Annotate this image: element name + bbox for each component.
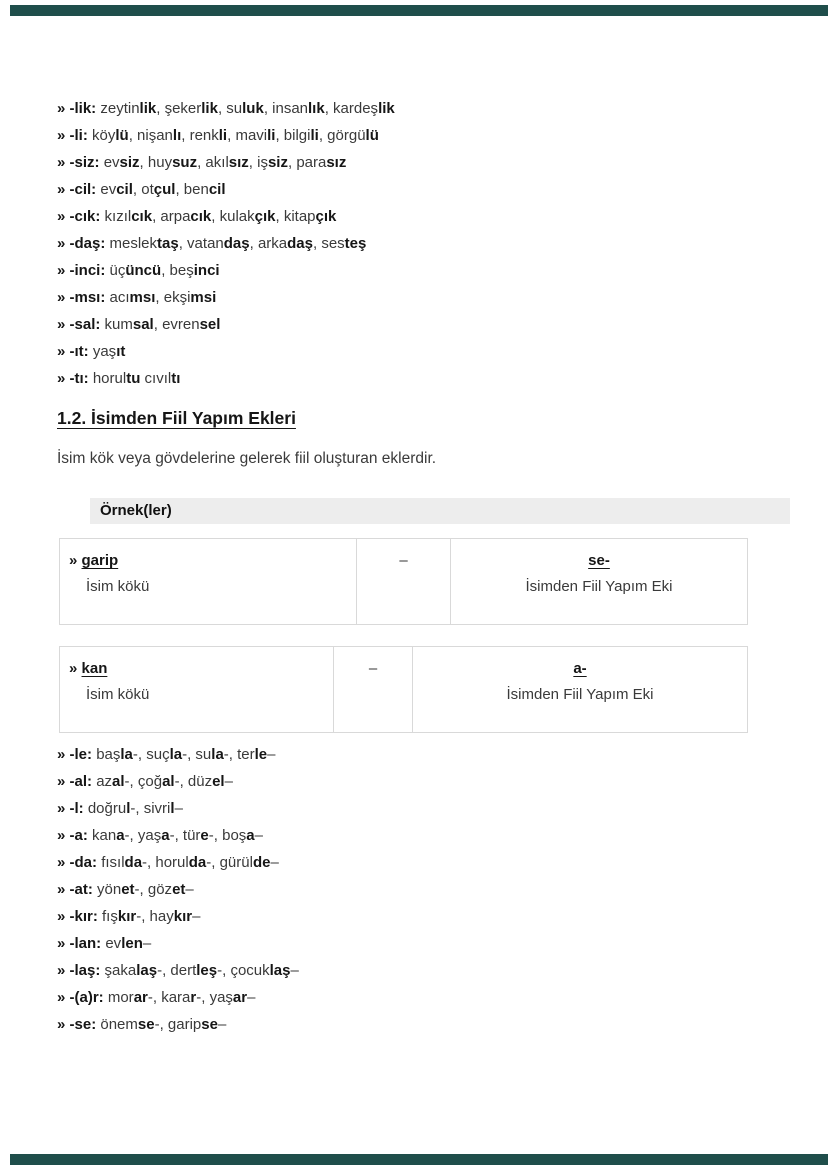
text-run: la	[169, 746, 183, 763]
text-run: –	[254, 827, 263, 844]
text-run: li	[218, 127, 228, 144]
suffix-list-item	[57, 795, 299, 822]
text-run: siz	[267, 154, 288, 171]
suffix-list-item	[57, 365, 395, 392]
suffix-list-item	[57, 957, 299, 984]
text-run: kızıl	[104, 208, 132, 225]
text-run: ev	[103, 154, 120, 171]
example-suffix-word: se-	[588, 552, 610, 569]
text-run: lik	[139, 100, 157, 117]
text-run: » -siz:	[57, 154, 104, 171]
text-run: fış	[102, 908, 118, 925]
text-run: da	[124, 854, 143, 871]
examples-label-band: Örnek(ler)	[90, 498, 790, 524]
suffix-list-item	[57, 741, 299, 768]
text-run: -, tür	[169, 827, 201, 844]
text-run: -, ter	[223, 746, 255, 763]
text-run: inci	[193, 262, 220, 279]
text-run: -, gürül	[206, 854, 253, 871]
suffix-list-item	[57, 930, 299, 957]
text-run: al	[162, 773, 175, 790]
text-run: -, suç	[132, 746, 170, 763]
text-run: , vatan	[178, 235, 224, 252]
text-run: -, boş	[208, 827, 247, 844]
text-run: » -a:	[57, 827, 93, 844]
example-root-cell	[60, 539, 356, 624]
text-run: lü	[115, 127, 129, 144]
text-run: cil	[208, 181, 226, 198]
text-run: , kitap	[275, 208, 316, 225]
text-run: –	[270, 854, 279, 871]
text-run: » -inci:	[57, 262, 110, 279]
text-run: –	[185, 881, 194, 898]
text-run: doğru	[87, 800, 127, 817]
text-run: , ot	[132, 181, 154, 198]
text-run: daş	[287, 235, 313, 252]
text-run: et	[121, 881, 135, 898]
text-run: el	[212, 773, 225, 790]
example-suffix-caption: İsimden Fiil Yapım Eki	[506, 686, 654, 703]
text-run: , şeker	[156, 100, 202, 117]
text-run: r	[190, 989, 197, 1006]
text-run: se	[137, 1016, 155, 1033]
text-run: -, yaş	[196, 989, 233, 1006]
text-run: cil	[116, 181, 133, 198]
example-root-word: garip	[81, 552, 119, 569]
text-run: -, kara	[147, 989, 191, 1006]
example-box	[59, 646, 748, 733]
text-run: , beş	[161, 262, 194, 279]
text-run: -, hay	[136, 908, 174, 925]
example-suffix-cell	[451, 539, 747, 624]
text-run: , renk	[181, 127, 219, 144]
text-run: , arpa	[152, 208, 191, 225]
text-run: -, sivri	[130, 800, 171, 817]
text-run: leş	[196, 962, 218, 979]
text-run: siz	[119, 154, 140, 171]
text-run: , su	[217, 100, 243, 117]
text-run: –	[267, 746, 276, 763]
text-run: » -(a)r:	[57, 989, 108, 1006]
text-run: » -lik:	[57, 100, 101, 117]
text-run: ev	[105, 935, 122, 952]
suffix-list-item	[57, 284, 395, 311]
noun-suffix-list	[57, 95, 395, 392]
text-run: » -daş:	[57, 235, 110, 252]
text-run: baş	[96, 746, 121, 763]
text-run: , ekşi	[155, 289, 191, 306]
example-box	[59, 538, 748, 625]
text-run: li	[267, 127, 276, 144]
text-run: ar	[133, 989, 148, 1006]
text-run: lü	[365, 127, 379, 144]
text-run: » -sal:	[57, 316, 105, 333]
text-run: a	[161, 827, 170, 844]
text-run: -, göz	[134, 881, 173, 898]
example-dash: –	[356, 539, 451, 624]
text-run: şaka	[104, 962, 137, 979]
suffix-list-item	[57, 257, 395, 284]
text-run: laş	[136, 962, 158, 979]
text-run: önem	[100, 1016, 138, 1033]
text-run: –	[142, 935, 152, 952]
text-run: , iş	[248, 154, 268, 171]
text-run: , evren	[153, 316, 200, 333]
example-dash: –	[333, 647, 413, 732]
bullet-icon: »	[69, 552, 78, 569]
text-run: acı	[109, 289, 130, 306]
text-run: » -ıt:	[57, 343, 93, 360]
text-run: kır	[117, 908, 137, 925]
text-run: cık	[131, 208, 153, 225]
text-run: lık	[308, 100, 325, 117]
text-run: » -tı:	[57, 370, 93, 387]
text-run: , kardeş	[324, 100, 379, 117]
text-run: lik	[201, 100, 218, 117]
example-suffix-word: a-	[573, 660, 587, 677]
example-root-caption: İsim kökü	[86, 578, 150, 595]
text-run: , ben	[175, 181, 209, 198]
text-run: ıt	[116, 343, 126, 360]
suffix-list-item	[57, 903, 299, 930]
suffix-list-item	[57, 122, 395, 149]
example-root-line	[69, 660, 333, 677]
text-run: tı	[171, 370, 181, 387]
text-run: zeytin	[100, 100, 140, 117]
text-run: » -laş:	[57, 962, 105, 979]
text-run: , kulak	[211, 208, 255, 225]
example-suffix-caption: İsimden Fiil Yapım Eki	[525, 578, 673, 595]
suffix-list-item	[57, 176, 395, 203]
text-run: –	[290, 962, 299, 979]
text-run: se	[201, 1016, 218, 1033]
text-run: » -da:	[57, 854, 102, 871]
text-run: çul	[153, 181, 176, 198]
text-run: yön	[97, 881, 122, 898]
text-run: » -cık:	[57, 208, 105, 225]
section-heading: 1.2. İsimden Fiil Yapım Ekleri	[57, 408, 296, 428]
text-run: » -kır:	[57, 908, 103, 925]
text-run: » -li:	[57, 127, 93, 144]
text-run: , ses	[312, 235, 345, 252]
text-run: taş	[157, 235, 179, 252]
text-run: , mavi	[227, 127, 268, 144]
text-run: -, düz	[174, 773, 213, 790]
text-run: fısıl	[101, 854, 125, 871]
suffix-list-item	[57, 203, 395, 230]
text-run: l	[170, 800, 175, 817]
page-bottom-rule	[10, 1154, 828, 1165]
text-run: -, su	[182, 746, 212, 763]
text-run: , görgü	[318, 127, 366, 144]
text-run: , huy	[139, 154, 173, 171]
text-run: -, garip	[154, 1016, 202, 1033]
suffix-list-item	[57, 311, 395, 338]
text-run: msi	[190, 289, 217, 306]
text-run: çık	[315, 208, 337, 225]
text-run: la	[211, 746, 224, 763]
text-run: li	[310, 127, 319, 144]
text-run: , bilgi	[275, 127, 311, 144]
text-run: sal	[132, 316, 154, 333]
suffix-list-item	[57, 338, 395, 365]
text-run: , arka	[249, 235, 288, 252]
text-run: a	[246, 827, 255, 844]
text-run: suz	[172, 154, 198, 171]
text-run: » -se:	[57, 1016, 101, 1033]
text-run: » -le:	[57, 746, 97, 763]
bullet-icon: »	[69, 660, 78, 677]
text-run: lik	[378, 100, 395, 117]
suffix-list-item	[57, 1011, 299, 1038]
text-run: al	[112, 773, 125, 790]
text-run: , akıl	[197, 154, 229, 171]
example-root-line	[69, 552, 356, 569]
suffix-list-item	[57, 849, 299, 876]
text-run: -, çocuk	[217, 962, 270, 979]
text-run: tu	[126, 370, 141, 387]
section-intro-text: İsim kök veya gövdelerine gelerek fiil oluşturan eklerdir.	[57, 450, 437, 467]
suffix-list-item	[57, 768, 299, 795]
text-run: –	[192, 908, 201, 925]
text-run: –	[224, 773, 233, 790]
text-run: luk	[242, 100, 264, 117]
text-run: a	[116, 827, 125, 844]
text-run: kum	[104, 316, 133, 333]
example-root-cell	[60, 647, 333, 732]
text-run: -, çoğ	[124, 773, 163, 790]
text-run: » -at:	[57, 881, 98, 898]
text-run: mor	[107, 989, 134, 1006]
text-run: daş	[223, 235, 250, 252]
suffix-list-item	[57, 230, 395, 257]
text-run: » -l:	[57, 800, 88, 817]
text-run: , insan	[263, 100, 309, 117]
text-run: -, dert	[157, 962, 197, 979]
suffix-list-item	[57, 149, 395, 176]
suffix-list-item	[57, 95, 395, 122]
example-root-caption: İsim kökü	[86, 686, 150, 703]
text-run: çık	[254, 208, 276, 225]
text-run: » -al:	[57, 773, 97, 790]
text-run: ev	[100, 181, 117, 198]
text-run: la	[120, 746, 133, 763]
text-run: da	[188, 854, 207, 871]
text-run: cık	[190, 208, 212, 225]
text-run: üç	[109, 262, 126, 279]
example-suffix-cell	[413, 647, 747, 732]
text-run: le	[254, 746, 268, 763]
text-run: sel	[199, 316, 221, 333]
text-run: ar	[232, 989, 248, 1006]
text-run: meslek	[109, 235, 158, 252]
suffix-list-item	[57, 876, 299, 903]
text-run: sız	[228, 154, 249, 171]
text-run: sız	[326, 154, 347, 171]
text-run: l	[126, 800, 131, 817]
text-run: teş	[344, 235, 367, 252]
text-run: , para	[287, 154, 327, 171]
text-run: –	[217, 1016, 227, 1033]
text-run: msı	[129, 289, 156, 306]
text-run: de	[252, 854, 271, 871]
text-run: horul	[92, 370, 127, 387]
text-run: laş	[269, 962, 291, 979]
text-run: et	[172, 881, 186, 898]
text-run: –	[247, 989, 256, 1006]
text-run: üncü	[125, 262, 162, 279]
text-run: e	[200, 827, 209, 844]
example-root-word: kan	[81, 660, 108, 677]
text-run: yaş	[92, 343, 117, 360]
text-run: köy	[92, 127, 116, 144]
text-run: az	[96, 773, 113, 790]
text-run: -, horul	[142, 854, 189, 871]
suffix-list-item	[57, 822, 299, 849]
verb-suffix-list	[57, 741, 299, 1038]
text-run: » -cil:	[57, 181, 101, 198]
text-run: lı	[172, 127, 182, 144]
text-run: , nişan	[128, 127, 173, 144]
text-run: len	[121, 935, 143, 952]
text-run: –	[174, 800, 183, 817]
text-run: cıvıl	[140, 370, 172, 387]
text-run: » -lan:	[57, 935, 106, 952]
page-top-rule	[10, 5, 828, 16]
suffix-list-item	[57, 984, 299, 1011]
text-run: -, yaş	[124, 827, 162, 844]
text-run: kır	[173, 908, 193, 925]
text-run: » -msı:	[57, 289, 110, 306]
text-run: kan	[92, 827, 117, 844]
